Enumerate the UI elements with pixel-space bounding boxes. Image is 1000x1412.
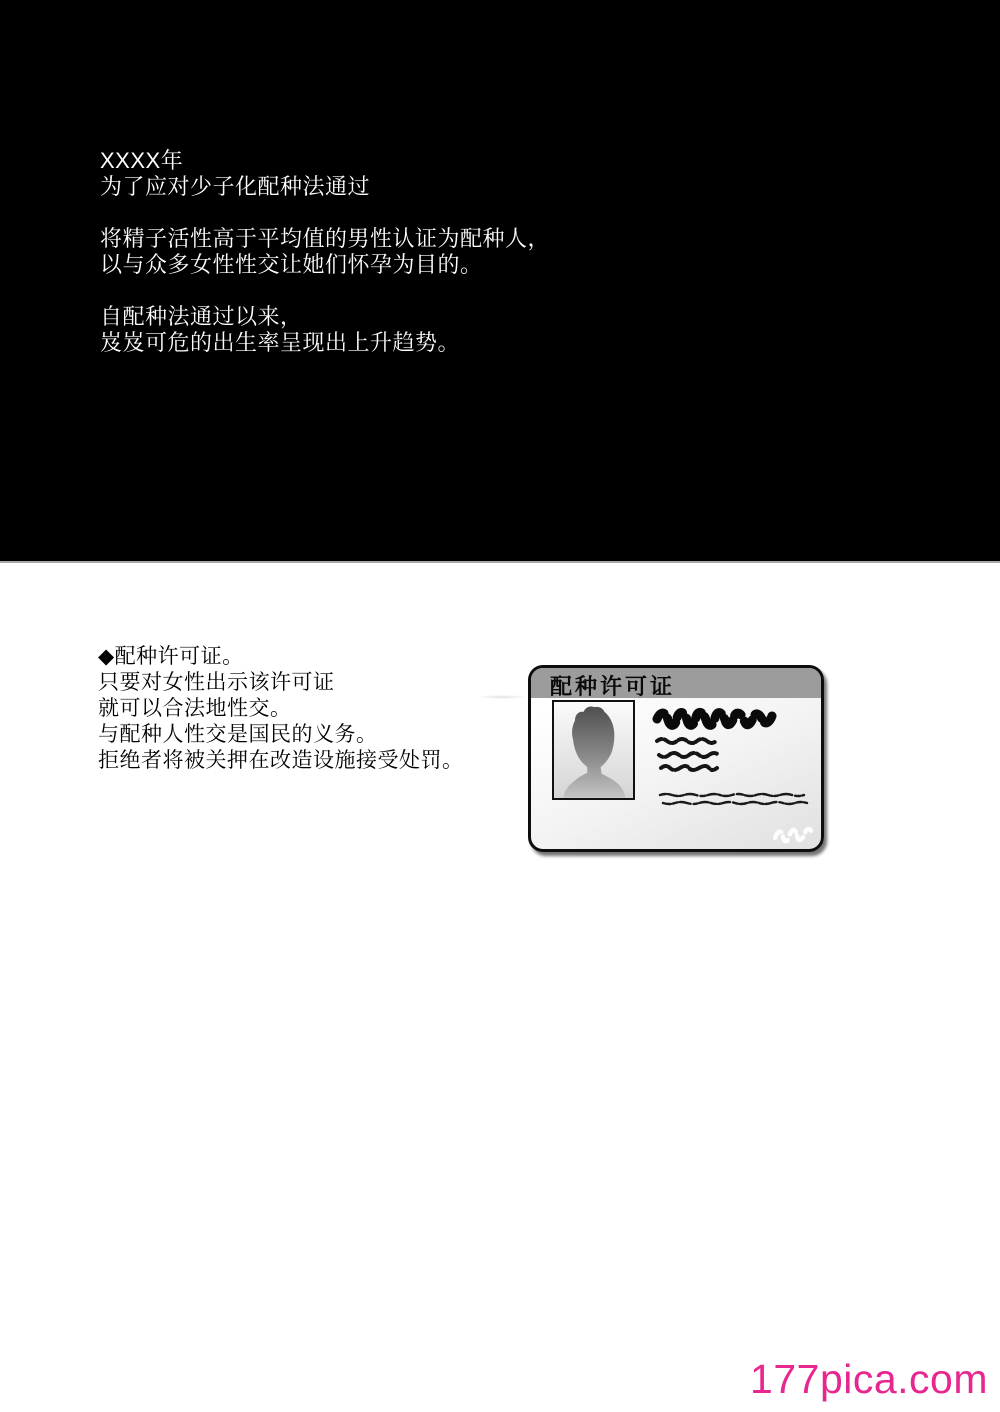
prologue-text <box>100 148 550 382</box>
prologue-paragraph <box>100 304 550 356</box>
prologue-line: 岌岌可危的出生率呈现出上升趋势。 <box>100 330 461 355</box>
card-name-scribble <box>657 712 772 725</box>
license-description <box>98 644 464 774</box>
description-line: 与配种人性交是国民的义务。 <box>98 723 378 746</box>
description-line: 拒绝者将被关押在改造设施接受处罚。 <box>98 749 464 772</box>
watermark: 177pica.com <box>750 1356 988 1402</box>
description-line: ◆配种许可证。 <box>98 645 244 668</box>
prologue-paragraph <box>100 226 550 278</box>
card-title: 配种许可证 <box>550 674 676 699</box>
prologue-line: 为了应对少子化配种法通过 <box>100 174 371 199</box>
prologue-line: 将精子活性高于平均值的男性认证为配种人， <box>100 226 551 251</box>
card-fine-print-scribbles <box>660 794 807 804</box>
description-line: 只要对女性出示该许可证 <box>98 671 335 694</box>
breeding-license-card <box>528 665 824 852</box>
card-detail-scribbles <box>657 739 719 770</box>
scan-artifact <box>478 695 526 699</box>
prologue-line: 以与众多女性性交让她们怀孕为目的。 <box>100 252 483 277</box>
prologue-line: 自配种法通过以来， <box>100 304 303 329</box>
description-line: 就可以合法地性交。 <box>98 697 292 720</box>
prologue-panel <box>0 0 1000 563</box>
card-signature-scribble <box>775 829 813 841</box>
card-scribbles <box>531 668 821 849</box>
prologue-line: XXXX年 <box>100 148 184 173</box>
prologue-paragraph <box>100 148 550 200</box>
